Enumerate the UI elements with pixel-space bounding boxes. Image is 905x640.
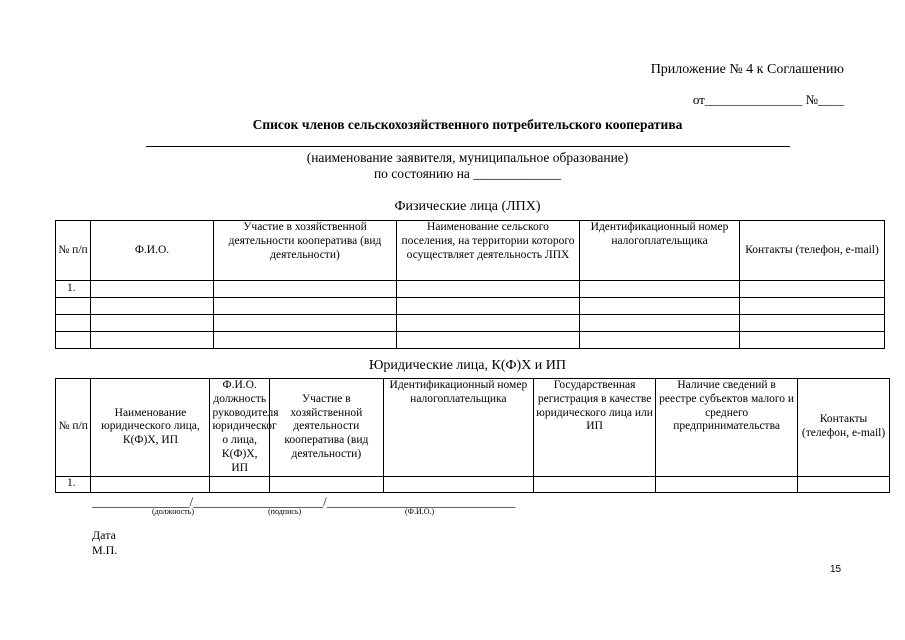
table-cell <box>397 332 580 349</box>
header-cell: Ф.И.О. <box>91 221 214 281</box>
table-cell <box>269 476 383 492</box>
table-cell <box>214 315 397 332</box>
table-cell <box>580 281 740 298</box>
header-cell: Государственная регистрация в качестве юридического лица или ИП <box>534 379 656 477</box>
table-cell <box>534 476 656 492</box>
table-cell <box>397 298 580 315</box>
table-cell <box>740 315 885 332</box>
table-cell: 1. <box>56 476 91 492</box>
table-cell <box>397 315 580 332</box>
table-cell <box>56 298 91 315</box>
document-title: Список членов сельскохозяйственного потребительского кооператива <box>252 117 683 132</box>
table-cell: 1. <box>56 281 91 298</box>
table-cell <box>656 476 798 492</box>
header-cell: Контакты (телефон, e-mail) <box>740 221 885 281</box>
legal-entities-section-title: Юридические лица, К(Ф)Х и ИП <box>368 358 567 373</box>
table-cell <box>56 332 91 349</box>
signature-caption: (подпись) <box>268 507 302 516</box>
date-label: Дата <box>92 528 116 542</box>
legal-entities-table <box>55 378 890 493</box>
table-header-row <box>56 221 885 281</box>
header-cell: Участие в хозяйственной деятельности кооператива (вид деятельности) <box>269 379 383 477</box>
table-cell <box>740 298 885 315</box>
header-cell: Наименование юридического лица, К(Ф)Х, ИП <box>91 379 210 477</box>
name-caption: (Ф.И.О.) <box>405 507 435 516</box>
table-header-row <box>56 379 890 477</box>
table-cell <box>798 476 890 492</box>
table-cell <box>580 332 740 349</box>
table-row <box>56 281 885 298</box>
table-cell <box>397 281 580 298</box>
header-cell: Идентификационный номер налогоплательщика <box>580 221 740 281</box>
individuals-table <box>55 220 885 349</box>
position-caption: (должность) <box>152 507 194 516</box>
table-cell <box>214 298 397 315</box>
page-number: 15 <box>830 564 842 575</box>
stamp-place-label: М.П. <box>92 543 118 557</box>
table-cell <box>740 281 885 298</box>
table-row <box>56 332 885 349</box>
header-cell: Наименование сельского поселения, на территории которого осуществляет деятельность ЛПХ <box>397 221 580 281</box>
table-cell <box>91 476 210 492</box>
header-cell: Идентификационный номер налогоплательщика <box>383 379 533 477</box>
applicant-caption: (наименование заявителя, муниципальное образование) <box>306 150 629 165</box>
table-row <box>56 315 885 332</box>
header-cell: № п/п <box>56 379 91 477</box>
table-cell <box>210 476 269 492</box>
table-row <box>56 298 885 315</box>
header-cell: № п/п <box>56 221 91 281</box>
header-cell: Контакты (телефон, e-mail) <box>798 379 890 477</box>
individuals-section-title: Физические лица (ЛПХ) <box>394 199 541 214</box>
table-cell <box>580 298 740 315</box>
table-cell <box>214 332 397 349</box>
table-cell <box>91 298 214 315</box>
header-cell: Наличие сведений в реестре субъектов малого и среднего предпринимательства <box>656 379 798 477</box>
table-cell <box>383 476 533 492</box>
table-cell <box>91 281 214 298</box>
as-of-date-line: по состоянию на _____________ <box>373 166 562 181</box>
header-cell: Участие в хозяйственной деятельности кооператива (вид деятельности) <box>214 221 397 281</box>
table-cell <box>91 315 214 332</box>
signature-line: _______________/____________________/_____________________________ <box>92 494 516 509</box>
table-row <box>56 476 890 492</box>
table-cell <box>214 281 397 298</box>
table-cell <box>580 315 740 332</box>
appendix-label: Приложение № 4 к Соглашению <box>650 62 844 77</box>
table-cell <box>740 332 885 349</box>
applicant-name-underline <box>146 146 790 147</box>
header-cell: Ф.И.О. должность руководителя юридическог о лица, К(Ф)Х, ИП <box>210 379 269 477</box>
table-cell <box>91 332 214 349</box>
table-cell <box>56 315 91 332</box>
agreement-date-number-line: от_______________ №____ <box>692 92 844 107</box>
